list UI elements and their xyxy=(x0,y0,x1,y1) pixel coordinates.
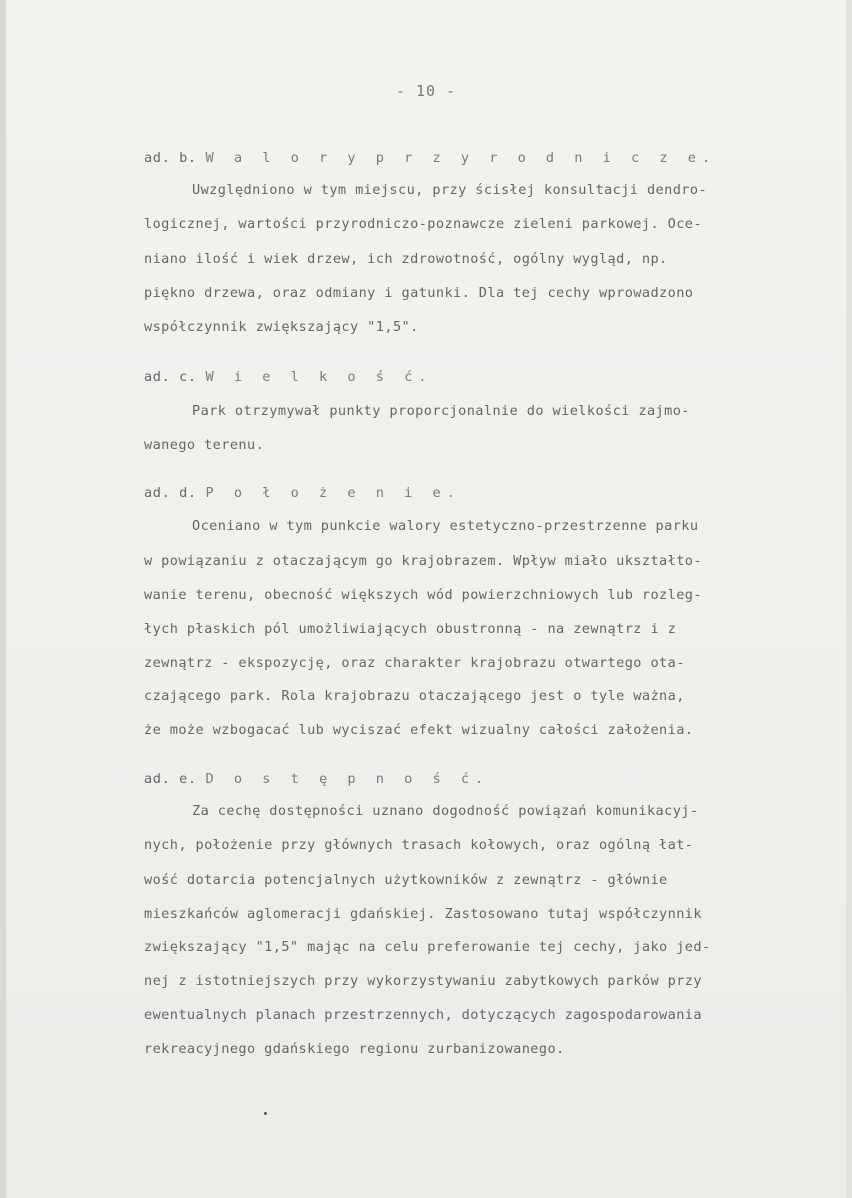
section-c-line-1: Park otrzymywał punkty proporcjonalnie do wielkości zajmo- xyxy=(192,403,690,419)
section-d-prefix: ad. d. xyxy=(144,485,197,501)
section-b-title: W a l o r y p r z y r o d n i c z e. xyxy=(205,150,717,166)
section-e-line-6: nej z istotniejszych przy wykorzystywaniu zabytkowych parków przy xyxy=(144,973,702,989)
section-d-line-2: w powiązaniu z otaczającym go krajobrazem. Wpływ miało ukształto- xyxy=(144,553,702,569)
section-e-line-7: ewentualnych planach przestrzennych, dotyczących zagospodarowania xyxy=(144,1007,702,1023)
section-e-line-3: wość dotarcia potencjalnych użytkowników z zewnątrz - głównie xyxy=(144,872,668,888)
section-c-prefix: ad. c. xyxy=(144,369,197,385)
section-c-title: W i e l k o ś ć. xyxy=(205,369,433,385)
section-e-heading xyxy=(144,769,824,789)
section-d-line-1: Oceniano w tym punkcie walory estetyczno-przestrzenne parku xyxy=(192,518,699,534)
section-d-line-3: wanie terenu, obecność większych wód powierzchniowych lub rozleg- xyxy=(144,587,702,603)
section-d-line-6: czającego park. Rola krajobrazu otaczającego jest o tyle ważna, xyxy=(144,688,685,704)
section-b-line-3: niano ilość i wiek drzew, ich zdrowotność, ogólny wygląd, np. xyxy=(144,251,668,267)
scan-speck xyxy=(264,1112,267,1115)
section-e-line-2: nych, położenie przy głównych trasach kołowych, oraz ogólną łat- xyxy=(144,837,694,853)
section-b-line-5: współczynnik zwiększający "1,5". xyxy=(144,319,419,335)
section-d-heading xyxy=(144,483,824,503)
section-e-line-1: Za cechę dostępności uznano dogodność powiązań komunikacyj- xyxy=(192,803,699,819)
section-e-line-5: zwiększający "1,5" mając na celu preferowanie tej cechy, jako jed- xyxy=(144,939,711,955)
section-c-line-2: wanego terenu. xyxy=(144,437,265,453)
section-c-heading xyxy=(144,367,824,387)
section-e-title: D o s t ę p n o ś ć. xyxy=(205,771,490,787)
section-b-line-4: piękno drzewa, oraz odmiany i gatunki. Dla tej cechy wprowadzono xyxy=(144,285,694,301)
section-e-prefix: ad. e. xyxy=(144,771,197,787)
section-e-line-8: rekreacyjnego gdańskiego regionu zurbanizowanego. xyxy=(144,1041,565,1057)
section-b-heading xyxy=(144,148,824,168)
section-d-line-4: łych płaskich pól umożliwiających obustronną - na zewnątrz i z xyxy=(144,621,677,637)
section-b-prefix: ad. b. xyxy=(144,150,197,166)
section-d-line-7: że może wzbogacać lub wyciszać efekt wizualny całości założenia. xyxy=(144,722,694,738)
section-b-line-2: logicznej, wartości przyrodniczo-poznawcze zieleni parkowej. Oce- xyxy=(144,216,702,232)
section-e-line-4: mieszkańców aglomeracji gdańskiej. Zastosowano tutaj współczynnik xyxy=(144,906,702,922)
section-b-line-1: Uwzględniono w tym miejscu, przy ścisłej konsultacji dendro- xyxy=(192,182,708,198)
page-number: - 10 - xyxy=(395,82,457,100)
section-d-line-5: zewnątrz - ekspozycję, oraz charakter krajobrazu otwartego ota- xyxy=(144,655,685,671)
section-d-title: P o ł o ż e n i e. xyxy=(205,485,461,501)
